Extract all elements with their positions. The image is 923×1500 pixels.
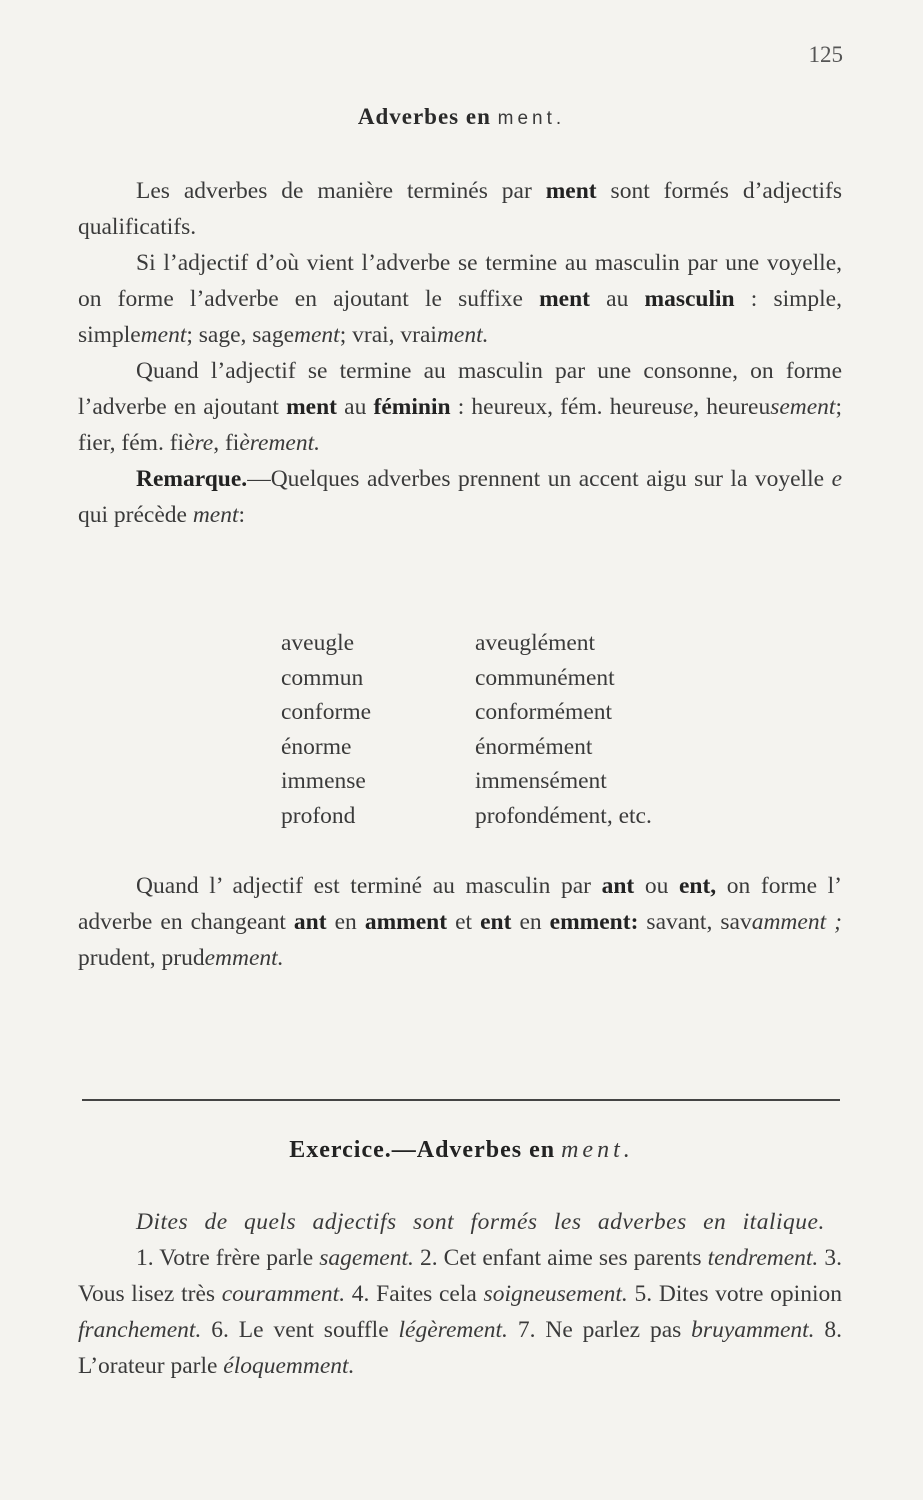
text-run: prudent, prud <box>78 945 205 971</box>
text-run: ou <box>634 873 679 899</box>
text-run: ; fier, fém. fi <box>78 394 842 456</box>
text-run: Quand l’adjectif se termine au masculin par une consonne, on forme l’adverbe en ajoutant <box>78 358 842 420</box>
italic-adverb: sagement. <box>319 1245 414 1271</box>
bold-term: masculin <box>644 286 735 312</box>
word-row <box>281 661 652 696</box>
italic-suffix: ment <box>192 502 239 528</box>
paragraph-remark <box>78 461 842 533</box>
italic-adverb: franchement. <box>78 1317 202 1343</box>
word-row <box>281 626 652 661</box>
bold-term: ent, <box>678 873 717 899</box>
sentence-number: 5. <box>627 1281 653 1307</box>
text-run: : simple, simple <box>78 286 842 348</box>
text-run: Les adverbes de manière terminés par <box>136 178 546 204</box>
italic-suffix: ment. <box>436 322 489 348</box>
sentence-text: Ne parlez pas <box>535 1317 692 1343</box>
sentence-text: L’orateur parle <box>78 1353 224 1379</box>
sentence-text: Votre frère parle <box>153 1245 320 1271</box>
bold-term: ment <box>539 286 590 312</box>
exercise-title-bold: Exercice.—Adverbes en <box>289 1137 556 1163</box>
exercise-title-italic: ment. <box>561 1137 634 1163</box>
italic-letter: e <box>831 466 842 492</box>
bold-term: féminin <box>373 394 451 420</box>
italic-adverb: tendrement. <box>707 1245 819 1271</box>
exercise-instruction: Dites de quels adjectifs sont formés les adverbes en italique. <box>136 1209 825 1235</box>
adjective: énorme <box>281 733 352 760</box>
text-run: sont formés d’adjectifs qualificatifs. <box>78 178 842 240</box>
sentence-number: 6. <box>201 1317 229 1343</box>
adjective: aveugle <box>281 630 355 656</box>
lesson-text <box>78 173 842 533</box>
italic-suffix: sement <box>770 394 836 420</box>
adjective: conforme <box>281 699 372 725</box>
text-run: en <box>511 909 550 935</box>
section-title <box>0 104 923 130</box>
italic-suffix: emment. <box>204 945 284 971</box>
italic-adverb: bruyamment. <box>691 1317 815 1343</box>
adverb: aveuglément <box>475 630 596 656</box>
paragraph-vowel-rule <box>78 245 842 353</box>
italic-adverb: couramment. <box>221 1281 346 1307</box>
sentence-number: 8. <box>814 1317 843 1343</box>
text-run: Quand l’ adjectif est terminé au masculin par <box>136 873 602 899</box>
adjective: commun <box>281 664 364 691</box>
sentence-number: 1. <box>136 1245 154 1271</box>
sentence-number: 7. <box>507 1317 536 1343</box>
paragraph-consonant-rule <box>78 353 842 461</box>
sentence-text: Le vent souffle <box>228 1317 399 1343</box>
paragraph-ant-ent-rule <box>78 868 842 976</box>
bold-term: emment: <box>549 909 639 935</box>
text-run: au <box>590 286 645 312</box>
section-title-bold: Adverbes en <box>357 104 491 129</box>
text-run: savant, sav <box>638 909 752 935</box>
exercise-sentences <box>78 1240 842 1384</box>
sentence-text: Faites cela <box>369 1281 484 1307</box>
adverb: profondément, etc. <box>475 802 652 829</box>
adverb: immensément <box>475 768 607 794</box>
text-run: ; sage, sage <box>186 322 295 348</box>
text-run: ; vrai, vrai <box>339 322 437 348</box>
section-divider <box>82 1099 840 1101</box>
text-run: , heureu <box>693 394 771 420</box>
bold-term: ant <box>293 909 327 935</box>
section-title-light: ment. <box>497 108 566 129</box>
text-run: : heureux, fém. heureu <box>450 394 674 420</box>
italic-adverb: légèrement. <box>398 1317 508 1343</box>
adverb: conformément <box>475 699 613 725</box>
italic-adverb: éloquemment. <box>223 1353 355 1379</box>
italic-suffix: èrement. <box>239 430 321 456</box>
sentence-text: Cet enfant aime ses parents <box>437 1245 708 1271</box>
remark-label: Remarque. <box>136 466 248 492</box>
lesson-text-continued <box>78 868 842 976</box>
text-run: —Quelques adverbes prennent un accent aigu sur la voyelle <box>247 466 832 492</box>
text-run: Si l’adjectif d’où vient l’adverbe se termine au masculin par une voyelle, on forme l’adverbe en ajoutant le suffixe <box>78 250 842 312</box>
word-row <box>281 695 652 730</box>
adjective: profond <box>281 802 356 829</box>
italic-adverb: soigneusement. <box>483 1281 628 1307</box>
bold-term: ant <box>601 873 635 899</box>
sentence-number: 4. <box>345 1281 370 1307</box>
word-row <box>281 764 652 799</box>
sentence-number: 3. <box>818 1245 843 1271</box>
italic-suffix: amment ; <box>751 909 842 935</box>
page-number: 125 <box>808 42 843 67</box>
paragraph-intro <box>78 173 842 245</box>
italic-suffix: se <box>673 394 694 420</box>
text-run: en <box>326 909 365 935</box>
bold-term: ent <box>480 909 512 935</box>
sentence-number: 2. <box>413 1245 438 1271</box>
bold-term: ment <box>545 178 597 204</box>
sentence-text: Dites votre opinion <box>652 1281 842 1307</box>
text-run: , fi <box>213 430 240 456</box>
text-run: qui précède <box>78 502 193 528</box>
text-run: on forme l’ adverbe en changeant <box>78 873 843 935</box>
accent-word-table <box>281 626 652 833</box>
bold-term: ment <box>286 394 337 420</box>
italic-suffix: ment <box>294 322 340 348</box>
italic-suffix: ère <box>184 430 214 456</box>
sentence-text: Vous lisez très <box>78 1281 222 1307</box>
exercise-body <box>78 1204 842 1384</box>
word-row <box>281 730 652 765</box>
adjective: immense <box>281 768 366 794</box>
text-run: au <box>337 394 374 420</box>
exercise-title <box>0 1137 923 1164</box>
adverb: communément <box>475 664 615 691</box>
bold-term: amment <box>364 909 448 935</box>
text-run: : <box>238 502 246 528</box>
word-row <box>281 799 652 834</box>
adverb: énormément <box>475 733 593 760</box>
text-run: et <box>447 909 481 935</box>
italic-suffix: ment <box>140 322 187 348</box>
